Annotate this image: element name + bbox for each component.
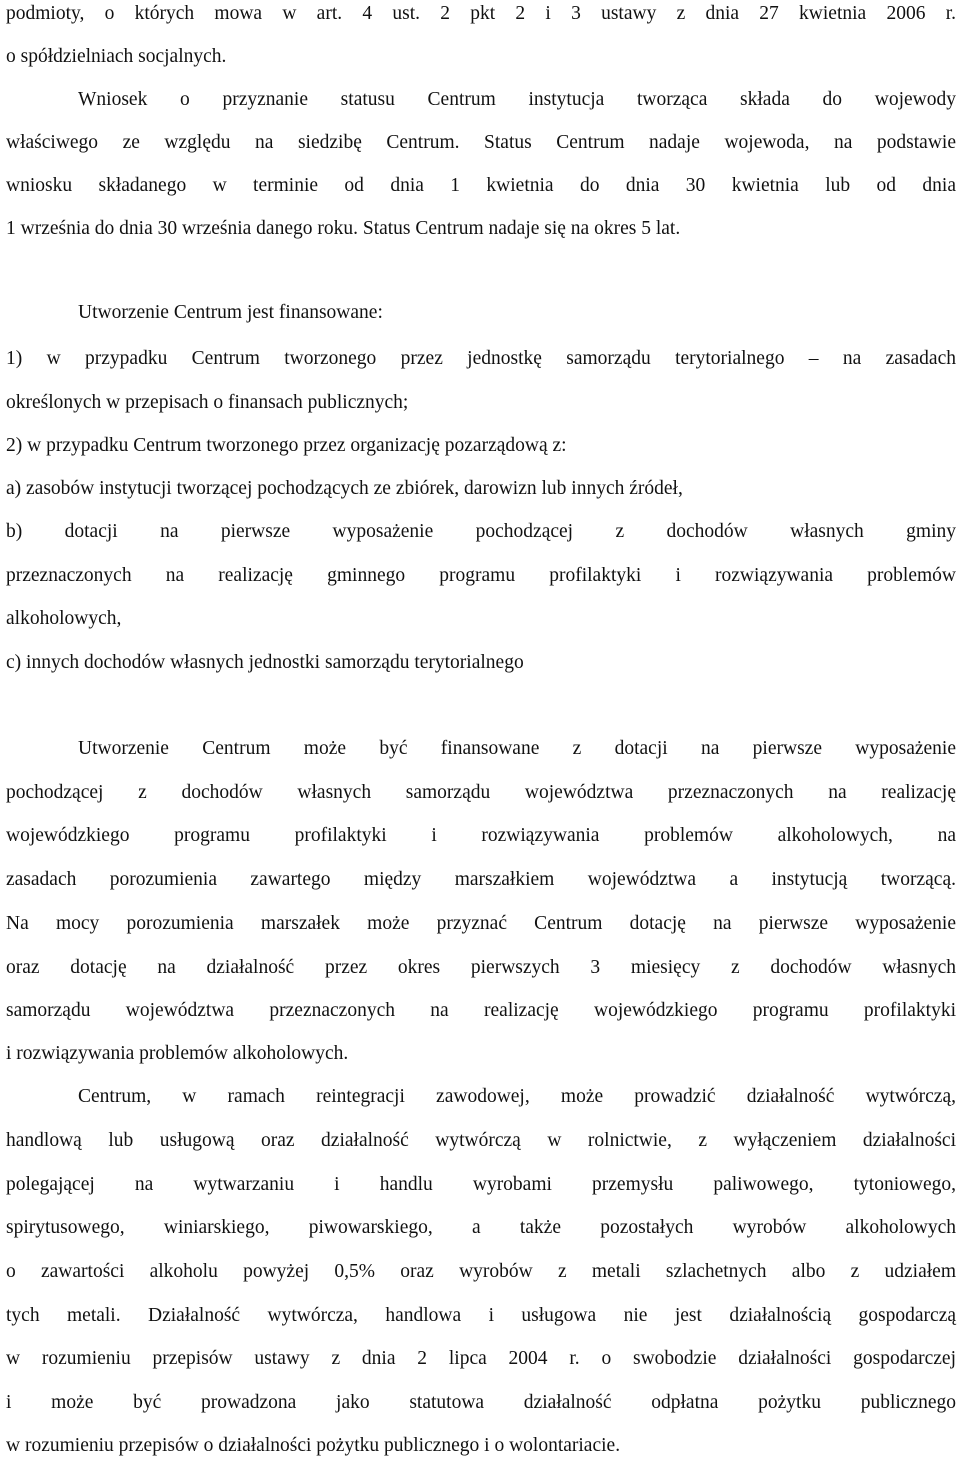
text-line: polegającej na wytwarzaniu i handlu wyrobami przemysłu paliwowego, tytoniowego,	[6, 1174, 956, 1195]
text-line: i może być prowadzona jako statutowa działalność odpłatna pożytku publicznego	[6, 1392, 956, 1413]
text-line: właściwego ze względu na siedzibę Centrum. Status Centrum nadaje wojewoda, na podstawie	[6, 132, 956, 153]
text-line: Centrum, w ramach reintegracji zawodowej, może prowadzić działalność wytwórczą,	[78, 1086, 956, 1107]
text-line: Utworzenie Centrum jest finansowane:	[78, 302, 383, 323]
text-line: a) zasobów instytucji tworzącej pochodzących ze zbiórek, darowizn lub innych źródeł,	[6, 478, 683, 499]
text-line: zasadach porozumienia zawartego między marszałkiem województwa a instytucją tworzącą.	[6, 869, 956, 890]
text-line: pochodzącej z dochodów własnych samorządu województwa przeznaczonych na realizację	[6, 782, 956, 803]
text-line: Na mocy porozumienia marszałek może przyznać Centrum dotację na pierwsze wyposażenie	[6, 913, 956, 934]
text-line: oraz dotację na działalność przez okres pierwszych 3 miesięcy z dochodów własnych	[6, 957, 956, 978]
text-line: przeznaczonych na realizację gminnego programu profilaktyki i rozwiązywania problemów	[6, 565, 956, 586]
text-line: 1 września do dnia 30 września danego roku. Status Centrum nadaje się na okres 5 lat.	[6, 218, 681, 239]
text-line: Wniosek o przyznanie statusu Centrum instytucja tworząca składa do wojewody	[78, 89, 956, 110]
text-line: 2) w przypadku Centrum tworzonego przez organizację pozarządową z:	[6, 435, 567, 456]
text-line: b) dotacji na pierwsze wyposażenie pochodzącej z dochodów własnych gminy	[6, 521, 956, 542]
text-line: określonych w przepisach o finansach publicznych;	[6, 392, 409, 413]
text-line: o zawartości alkoholu powyżej 0,5% oraz wyrobów z metali szlachetnych albo z udziałem	[6, 1261, 956, 1282]
text-line: handlową lub usługową oraz działalność wytwórczą w rolnictwie, z wyłączeniem działalności	[6, 1130, 956, 1151]
text-line: alkoholowych,	[6, 608, 122, 629]
text-line: wniosku składanego w terminie od dnia 1 kwietnia do dnia 30 kwietnia lub od dnia	[6, 175, 956, 196]
text-line: tych metali. Działalność wytwórcza, handlowa i usługowa nie jest działalnością gospodarczą	[6, 1305, 956, 1326]
text-line: o spółdzielniach socjalnych.	[6, 46, 227, 67]
text-line: c) innych dochodów własnych jednostki samorządu terytorialnego	[6, 652, 524, 673]
text-line: i rozwiązywania problemów alkoholowych.	[6, 1043, 349, 1064]
text-line: samorządu województwa przeznaczonych na realizację wojewódzkiego programu profilaktyki	[6, 1000, 956, 1021]
text-line: 1) w przypadku Centrum tworzonego przez jednostkę samorządu terytorialnego – na zasadach	[6, 348, 956, 369]
text-line: Utworzenie Centrum może być finansowane z dotacji na pierwsze wyposażenie	[78, 738, 956, 759]
text-line: podmioty, o których mowa w art. 4 ust. 2 pkt 2 i 3 ustawy z dnia 27 kwietnia 2006 r.	[6, 3, 956, 24]
text-line: wojewódzkiego programu profilaktyki i rozwiązywania problemów alkoholowych, na	[6, 825, 956, 846]
text-line: w rozumieniu przepisów ustawy z dnia 2 lipca 2004 r. o swobodzie działalności gospodarczej	[6, 1348, 956, 1369]
text-line: spirytusowego, winiarskiego, piwowarskiego, a także pozostałych wyrobów alkoholowych	[6, 1217, 956, 1238]
text-line: w rozumieniu przepisów o działalności pożytku publicznego i o wolontariacie.	[6, 1435, 621, 1456]
